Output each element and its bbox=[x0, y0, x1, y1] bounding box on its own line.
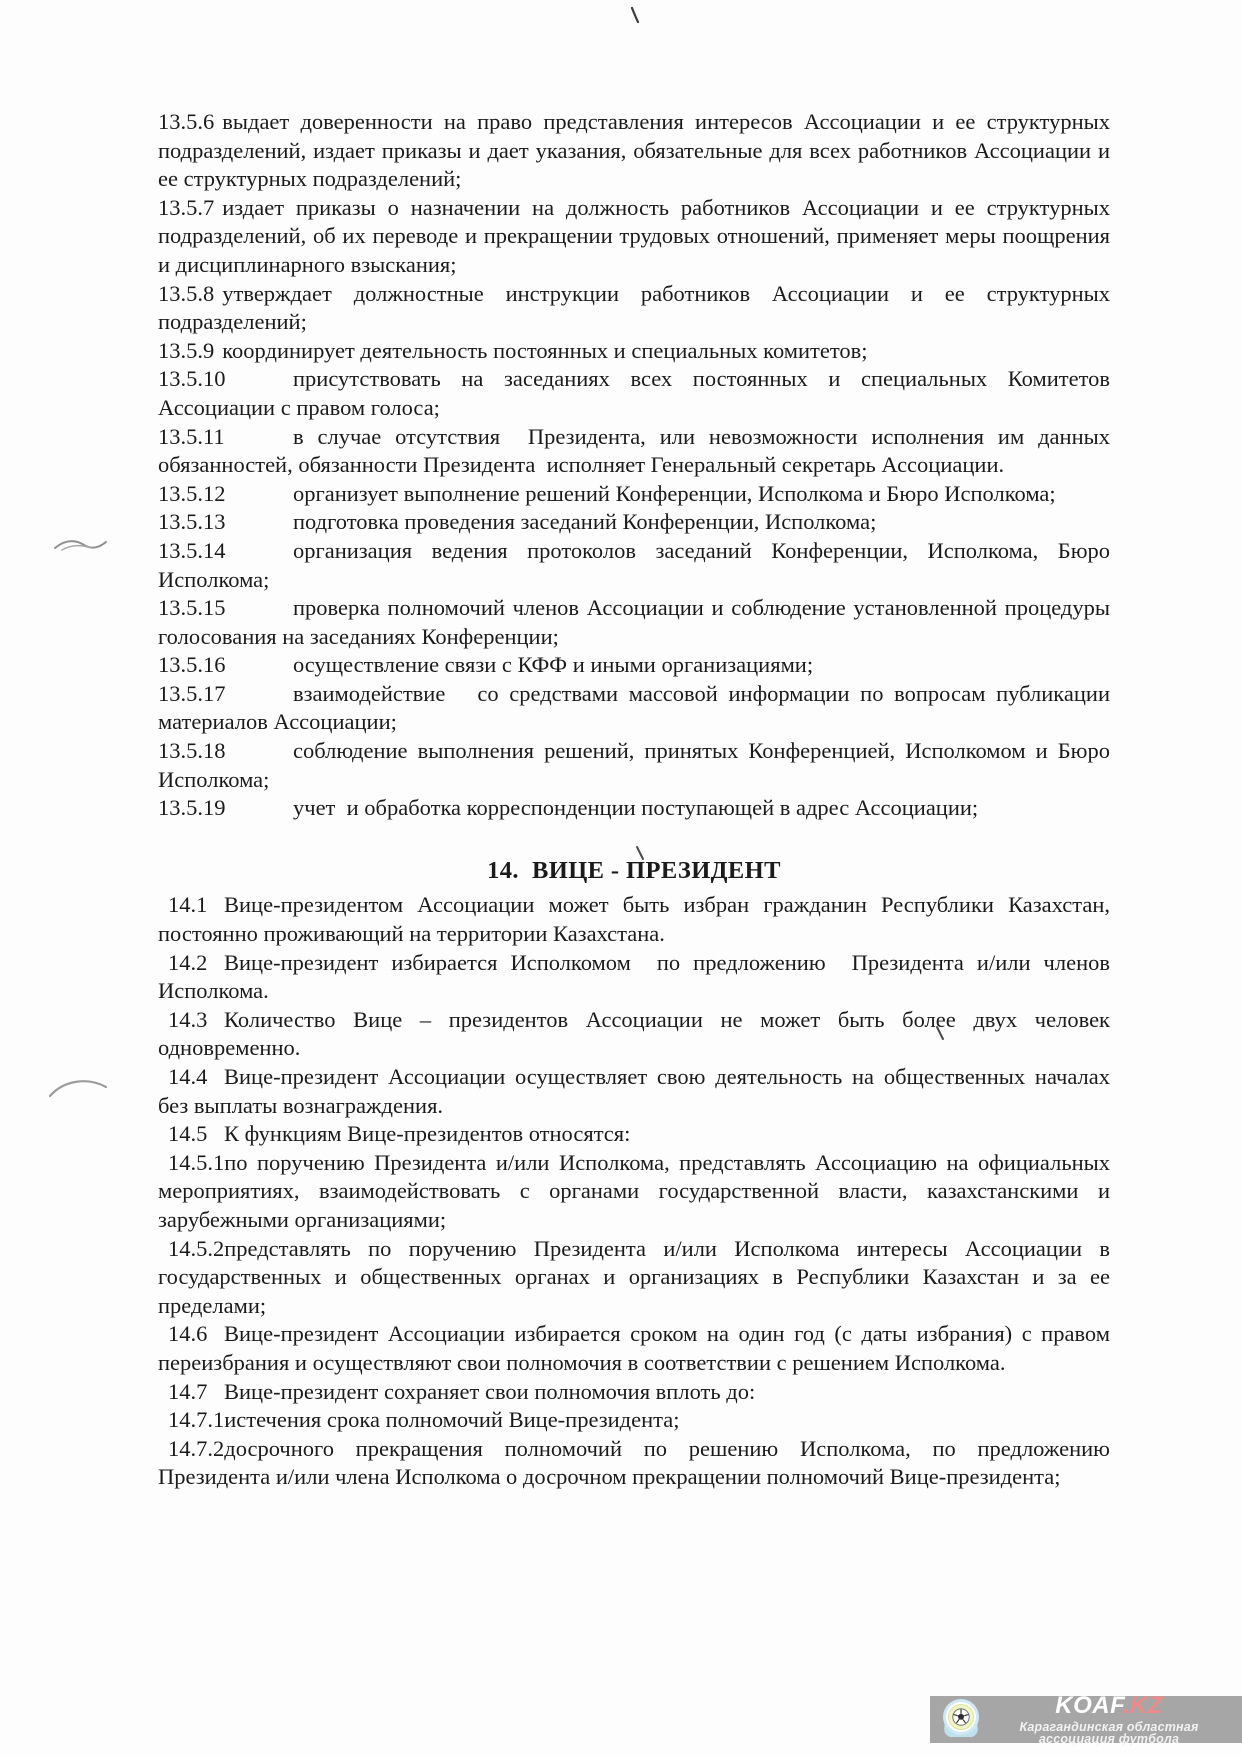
clause-number: 13.5.13 bbox=[158, 509, 226, 535]
clause-text: издает приказы о назначении на должность работников Ассоциации и ее структурных подразделений, об их переводе и прекращении трудовых отношений, применяет меры поощрения и дисциплинарного взыскания; bbox=[158, 194, 1110, 277]
clause-paragraph bbox=[158, 891, 1110, 948]
clause-number: 14.7.1 bbox=[168, 1407, 225, 1433]
clause-number: 13.5.10 bbox=[158, 366, 226, 392]
clause-number: 13.5.7 bbox=[158, 194, 215, 220]
clause-number: 13.5.18 bbox=[158, 738, 226, 764]
clause-text: утверждает должностные инструкции работников Ассоциации и ее структурных подразделений; bbox=[158, 280, 1110, 335]
clause-number: 14.3 bbox=[168, 1006, 208, 1032]
clause-paragraph bbox=[158, 680, 1110, 737]
clause-text: взаимодействие со средствами массовой информации по вопросам публикации материалов Ассоциации; bbox=[158, 680, 1110, 735]
clause-paragraph bbox=[158, 1406, 1110, 1435]
clause-text: представлять по поручению Президента и/или Исполкома интересы Ассоциации в государственных и общественных органах и организациях в Республики Казахстан и за ее пределами; bbox=[158, 1235, 1110, 1318]
clause-paragraph bbox=[158, 194, 1110, 280]
clause-paragraph bbox=[158, 508, 1110, 537]
clause-text: организует выполнение решений Конференции, Исполкома и Бюро Исполкома; bbox=[293, 480, 1056, 506]
clause-text: выдает доверенности на право представления интересов Ассоциации и ее структурных подразделений, издает приказы и дает указания, обязательные для всех работников Ассоциации и ее структурных подразделений; bbox=[158, 109, 1110, 192]
clause-text: досрочного прекращения полномочий по решению Исполкома, по предложению Президента и/или члена Исполкома о досрочном прекращении полномочий Вице-президента; bbox=[158, 1435, 1110, 1490]
clause-text: Вице-президент Ассоциации осуществляет свою деятельность на общественных началах без выплаты вознаграждения. bbox=[158, 1064, 1110, 1118]
clause-paragraph bbox=[158, 280, 1110, 337]
scan-mark-tick-top bbox=[628, 6, 642, 24]
clause-text: Вице-президент Ассоциации избирается сроком на один год (с даты избрания) с правом переизбрания и осуществляют свои полномочия в соответствии с решением Исполкома. bbox=[158, 1321, 1110, 1375]
clause-paragraph bbox=[158, 1435, 1110, 1492]
clause-text: учет и обработка корреспонденции поступающей в адрес Ассоциации; bbox=[293, 795, 979, 821]
clause-number: 13.5.9 bbox=[158, 337, 215, 363]
watermark-brand bbox=[982, 1691, 1236, 1719]
section-14 bbox=[158, 891, 1110, 1491]
clause-paragraph bbox=[158, 337, 1110, 366]
clause-text: Вице-президент избирается Исполкомом по предложению Президента и/или членов Исполкома. bbox=[158, 949, 1110, 1004]
clause-paragraph bbox=[158, 423, 1110, 480]
clause-paragraph bbox=[158, 794, 1110, 823]
clause-text: проверка полномочий членов Ассоциации и соблюдение установленной процедуры голосования на заседаниях Конференции; bbox=[158, 595, 1110, 649]
clause-number: 13.5.16 bbox=[158, 652, 226, 678]
clause-text: истечения срока полномочий Вице-президента; bbox=[224, 1407, 680, 1433]
clause-paragraph bbox=[158, 1063, 1110, 1120]
koaf-watermark bbox=[930, 1691, 1242, 1746]
clause-number: 14.5 bbox=[168, 1121, 208, 1147]
clause-text: в случае отсутствия Президента, или невозможности исполнения им данных обязанностей, обязанности Президента исполняет Генеральный секретарь Ассоциации. bbox=[158, 423, 1110, 478]
clause-text: Вице-президент сохраняет свои полномочия вплоть до: bbox=[224, 1378, 756, 1404]
clause-number: 13.5.6 bbox=[158, 109, 215, 134]
clause-number: 14.6 bbox=[168, 1321, 208, 1347]
clause-text: подготовка проведения заседаний Конференции, Исполкома; bbox=[293, 509, 877, 535]
football-logo-icon bbox=[940, 1697, 982, 1741]
clause-paragraph bbox=[158, 594, 1110, 651]
clause-text: осуществление связи с КФФ и иными организациями; bbox=[293, 652, 814, 678]
brand-name: KOAF bbox=[1055, 1691, 1123, 1719]
clause-paragraph bbox=[158, 1235, 1110, 1321]
clause-number: 13.5.19 bbox=[158, 795, 226, 821]
section-13 bbox=[158, 108, 1110, 823]
clause-number: 13.5.12 bbox=[158, 480, 226, 506]
clause-text: соблюдение выполнения решений, принятых Конференцией, Исполкомом и Бюро Исполкома; bbox=[158, 738, 1110, 792]
clause-paragraph bbox=[158, 365, 1110, 422]
clause-number: 14.7.2 bbox=[168, 1435, 225, 1461]
clause-paragraph bbox=[158, 737, 1110, 794]
scan-mark-squiggle-2 bbox=[46, 1072, 112, 1104]
document-body bbox=[158, 108, 1110, 1492]
section-14-title: 14. ВИЦЕ - ПРЕЗИДЕНТ bbox=[487, 856, 781, 884]
clause-number: 14.5.1 bbox=[168, 1149, 225, 1175]
clause-text: по поручению Президента и/или Исполкома, представлять Ассоциацию на официальных мероприятиях, взаимодействовать с органами государственной власти, казахстанскими и зарубежными организациями; bbox=[158, 1149, 1110, 1232]
clause-paragraph bbox=[158, 537, 1110, 594]
clause-number: 13.5.15 bbox=[158, 595, 226, 621]
clause-number: 14.4 bbox=[168, 1064, 208, 1089]
clause-paragraph bbox=[158, 651, 1110, 680]
clause-paragraph bbox=[158, 1120, 1110, 1149]
watermark-subtitle: Карагандинская областная ассоциация футбола bbox=[1019, 1719, 1199, 1746]
brand-suffix: .KZ bbox=[1122, 1691, 1163, 1719]
clause-number: 13.5.14 bbox=[158, 537, 226, 563]
clause-text: координирует деятельность постоянных и специальных комитетов; bbox=[222, 337, 868, 363]
clause-paragraph bbox=[158, 1378, 1110, 1407]
clause-number: 14.7 bbox=[168, 1378, 208, 1404]
clause-text: присутствовать на заседаниях всех постоянных и специальных Комитетов Ассоциации с правом голоса; bbox=[158, 366, 1110, 420]
clause-number: 13.5.17 bbox=[158, 680, 226, 706]
clause-text: организация ведения протоколов заседаний Конференции, Исполкома, Бюро Исполкома; bbox=[158, 537, 1110, 592]
scan-mark-squiggle-1 bbox=[52, 532, 110, 558]
clause-paragraph bbox=[158, 1320, 1110, 1377]
clause-paragraph bbox=[158, 480, 1110, 509]
clause-text: К функциям Вице-президентов относятся: bbox=[224, 1121, 631, 1147]
clause-number: 14.2 bbox=[168, 949, 208, 975]
clause-paragraph bbox=[158, 1149, 1110, 1235]
clause-text: Вице-президентом Ассоциации может быть избран гражданин Республики Казахстан, постоянно проживающий на территории Казахстана. bbox=[158, 892, 1110, 947]
clause-paragraph bbox=[158, 949, 1110, 1006]
clause-text: Количество Вице – президентов Ассоциации не может быть более двух человек одновременно. bbox=[158, 1006, 1110, 1061]
clause-paragraph bbox=[158, 108, 1110, 194]
clause-paragraph bbox=[158, 1006, 1110, 1063]
clause-number: 13.5.8 bbox=[158, 280, 215, 306]
clause-number: 13.5.11 bbox=[158, 423, 225, 449]
clause-number: 14.5.2 bbox=[168, 1235, 225, 1261]
clause-number: 14.1 bbox=[168, 892, 208, 918]
watermark-text bbox=[982, 1691, 1242, 1746]
